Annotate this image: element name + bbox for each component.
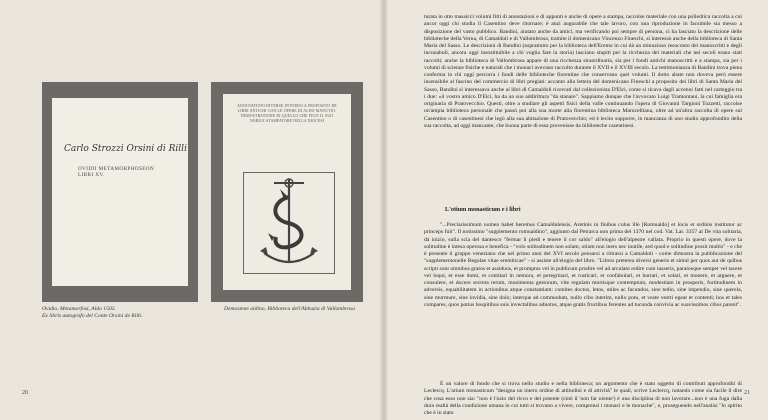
ovid-caption-line2: Ex libris autografo del Conte Orsini de Rilli. [42,313,143,319]
demostene-caption [224,306,364,313]
ovid-title-page [52,98,188,286]
demostene-photo-plate [211,82,363,302]
book-gutter [380,0,388,420]
ovid-caption-line1: Ovidio, Metamorfosi, Aldo 1502. [42,306,116,312]
latin-quote-paragraph: "...Preclarissimum nomen habet heremus Camaldulensis, Aretinis in finibus culus ille [Romualdo] et locis et ordinis institutor ac princeps fuit". Il notissimo "supplemento romualdino", aggiunto dal Petrarca non prima del 1370 nel cod. Vat. Lat. 3357 al De vita solitaria, dà inizio, sulla scia del dantesco "fermar li piedi e tenere il cor saldo" all'elogio dell'alpestre vallata. Proprio in questi opere, dove la solitudine è intesa operosa e benefica - "volo solitudinem non solam, otium non iners nec inutile, sed quod e solitudine prosit multis" - e che è presente il gruppo veneziano che nel primo anni del XVI secolo pensarsi a ritirarsi a Camaldoli - come dimostra la pubblicazione del "supplementonelle Regulae vitae eremiticae" - si assiste all'elogio del libro. "Libros preterea diversi generis et simul per quos aut de quibus scripti sunt omnibus gratos et assiduos, et promptos vel in publicum prodire vel ad arculam redire cum iusseris, paratosque semper vel tacere vel loqui, et esse domi, et comitari in nemora, et peregrinari, et rusticari, et confabulari, et hortari, et solari, et monere, et arguere, et consulere, et docere secreta rerum, monimenta gestorum, vite regulam mortisque contemptum, modestiam in prosperis, fortitudinem in adversis, equabilitatem in actionibus atque constantiam: comites doctos, letos, utiles ac facundos, sine tedio, sine impendio, sine querela, sine murmure, sine invidia, sine dolo; interque ad commodum, nullo cibo interim, nullo potu, et veste vestri egeat et contenti; hos et tales compares, quos potius hospitibus suis invectalibus adnotos, atque gratis fructibus ferentes ad tucunda convivia ac suavissimos cibos parent". [424,222,742,308]
demostene-caption-line1: Demostene aldino, Biblioteca dell'Abbazia di Vallombrosa [224,306,355,312]
section-heading: L'otium monasticum e i libri [445,206,521,213]
ovid-book-title: OVIDII METAMORPHOSEON LIBRI XV. [78,166,155,178]
ovid-caption [42,306,192,320]
final-paragraph: È un valore di fondo che si trova nello studio e nella biblioteca; un argomento che è stato oggetto di contributi approfonditi di Leclercq. L'otium monasticum "designa un intero ordine di attitudini e di attività" le quali, scrive Leclercq, notando come sia facile il dire che cosa esso non sia: "non è l'ozio del ricco e del potente (cioè il 'non far niente') è una disciplina di non lavorare...non è una fuga dalla dura realtà della condizione umana in cui tutti si trovano a vivere, comprensi i monaci e le monache", e, proseguendo nell'analisi "lo spirito che è in stato [424,381,742,416]
anchor-dolphin-icon [244,173,334,273]
intro-paragraph: turata in otto massicci volumi fitti di annotazioni e di appunti e anche di opere a stampa, raccolse materiale con una poliedrica raccolta a cui ancor oggi chi studia il Casentino deve ritornare; è anzi augurabile che tale lavoro, con una riproduzione in facsimile sia messo a disposizione del vasto pubblico. Bandini, aiutato anche da amici, ma verificando poi sempre di persona, ci ha lasciato la descrizione delle biblioteche della Verna, di Camaldoli e di Vallombrosa, tramite il domenicano Vincenzo Fineschi, si interessò anche della biblioteca di Santa Maria del Sasso. Le descrizioni di Bandini (soprattutto per la biblioteca dell'Eremo in cui dà un minuzioso resoconto dei manoscritti e degli incunaboli, ancora oggi insostituibile a chi voglia fare la storia) lasciano stupiti per la ricchezza dei materiali che nei secoli erano stati raccolti; anche la biblioteca di Vallombrosa appare di una ricchezza straordinaria, sia per i fondi antichi manoscritti e a stampa, sia per i volumi di scienze fisiche e naturali che i monaci avevano raccolto durante il XVII e il XVIII secolo. La testimonianza di Bandini trova piena conferma in chi oggi percorra i fondi delle biblioteche fiorentine che conservano quei volumi. Il dotto abate non doveva però essere insensibile al fascino del commercio di libri pregiati: accanto alla lettera del domenicano Fineschi a proposito dei libri di Santa Maria del Sasso, Bandini si interessava anche ai libri di Camaldoli ricercati dal collezionista D'Elci, come si ricava dagli accenni fatti nel carteggio tra i due: «il vostro amico D'Elci, ha da un suo addirittura "da stanare". Sappiamo dunque che l'avvocato Luigi Tramontani, la cui famiglia era originaria di Pratovecchio. Questi, oltre a studiare gli aspetti fisici della valle continuando l'opera di Giovanni Targioni Tozzetti, raccolse un'ampia biblioteca personale che passò poi alla sua morte alla fiorentina biblioteca Marucelliana, oltre ad un'altra raccolta di opere sul Casentino o di casentinesi che legò alla sua abitazione di Pratovecchio; ed è lecito supporre, in mancanza di uno studio approfondito della sua raccolta, ad oggi mancante, che buona parte di essa provenisse da biblioteche casentinesi. [424,14,742,129]
demostene-book-text: ANNOTATIONI DIVERSE INTORNO A PROPOSITO DE LIBRI ANTICHI CON LE OPERE DI ALDO MANUTIO. DEMOSTRATIONE DI QUELLO CHE FECE IL SUO NOBILE STAMPATORE NELLA DIOCESI [237,104,337,123]
right-page-number: 21 [744,390,750,396]
left-page-number: 20 [22,390,28,396]
aldine-anchor-dolphin-emblem [243,172,335,274]
ovid-photo-plate [42,82,198,302]
demostene-title-page [223,94,351,290]
autograph-signature: Carlo Strozzi Orsini di Rilli [64,144,187,154]
